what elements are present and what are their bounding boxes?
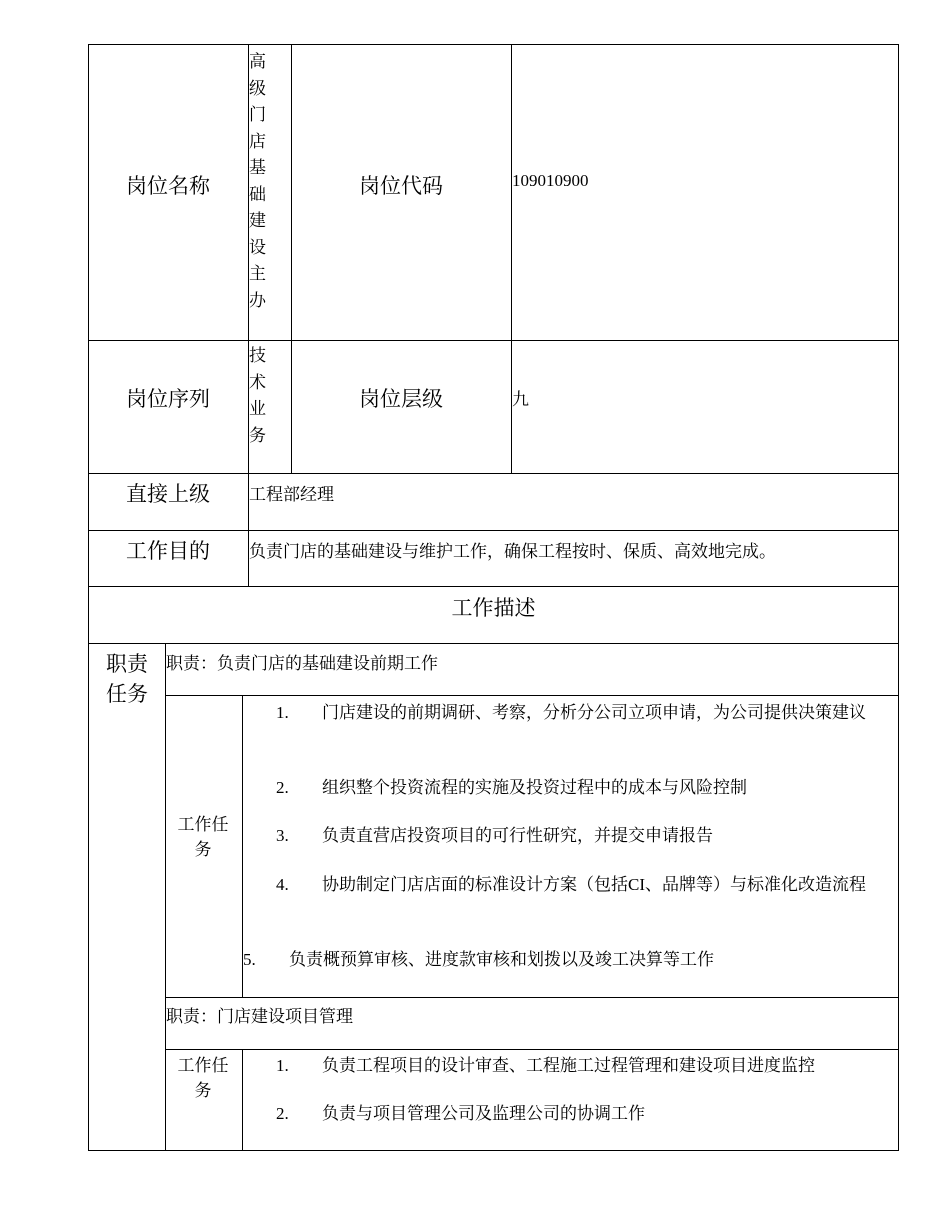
task-text: 组织整个投资流程的实施及投资过程中的成本与风险控制: [322, 778, 747, 797]
row-divider: [165, 695, 899, 696]
task-item: [276, 1102, 890, 1126]
task-number: 3.: [276, 826, 289, 845]
row-divider: [165, 997, 899, 998]
task-number: 2.: [276, 1104, 289, 1123]
purpose-label: 工作目的: [126, 539, 210, 563]
task-number: 2.: [276, 778, 289, 797]
position-name-label: 岗位名称: [126, 174, 210, 198]
work-task-label: 工作任务: [177, 1056, 229, 1100]
purpose-value: 负责门店的基础建设与维护工作，确保工程按时、保质、高效地完成。: [249, 542, 776, 561]
task-number: 4.: [276, 875, 289, 894]
task-number: 1.: [276, 703, 289, 722]
description-header: 工作描述: [451, 596, 536, 620]
task-item: [276, 824, 890, 848]
task-text: 负责直营店投资项目的可行性研究，并提交申请报告: [322, 826, 713, 845]
row-divider: [165, 1049, 899, 1050]
task-item: [276, 701, 890, 725]
column-divider: [165, 643, 166, 1151]
task-text: 负责概预算审核、进度款审核和划拨以及竣工决算等工作: [289, 950, 714, 969]
position-name-value: 高级门店基础建设主办: [249, 52, 266, 310]
level-value: 九: [512, 390, 529, 409]
task-item: [276, 873, 890, 897]
position-code-value: 109010900: [512, 171, 589, 190]
sequence-value: 技术业务: [249, 346, 266, 445]
row-divider: [88, 473, 899, 474]
sequence-label: 岗位序列: [126, 387, 210, 411]
duty-title: 职责：负责门店的基础建设前期工作: [166, 654, 438, 673]
row-divider: [88, 340, 899, 341]
work-task-label: 工作任务: [177, 815, 229, 859]
row-divider: [88, 643, 899, 644]
column-divider: [242, 1049, 243, 1151]
task-item: [276, 1054, 890, 1078]
row-divider: [88, 586, 899, 587]
superior-value: 工程部经理: [249, 485, 334, 504]
task-text: 负责工程项目的设计审查、工程施工过程管理和建设项目进度监控: [322, 1056, 815, 1075]
task-text: 负责与项目管理公司及监理公司的协调工作: [322, 1104, 645, 1123]
task-number: 5.: [243, 950, 256, 969]
superior-label: 直接上级: [126, 482, 210, 506]
duty-title: 职责：门店建设项目管理: [166, 1007, 353, 1026]
table-border-bottom: [88, 1150, 899, 1151]
task-item: [276, 776, 890, 800]
task-number: 1.: [276, 1056, 289, 1075]
table-border-top: [88, 44, 899, 45]
row-divider: [88, 530, 899, 531]
level-label: 岗位层级: [359, 387, 443, 411]
task-text: 协助制定门店店面的标准设计方案（包括CI、品牌等）与标准化改造流程: [322, 875, 866, 894]
task-text: 门店建设的前期调研、考察，分析分公司立项申请，为公司提供决策建议: [322, 703, 866, 722]
duty-label: 职责任务: [106, 652, 148, 706]
position-code-label: 岗位代码: [359, 174, 443, 198]
task-item: [243, 948, 893, 972]
